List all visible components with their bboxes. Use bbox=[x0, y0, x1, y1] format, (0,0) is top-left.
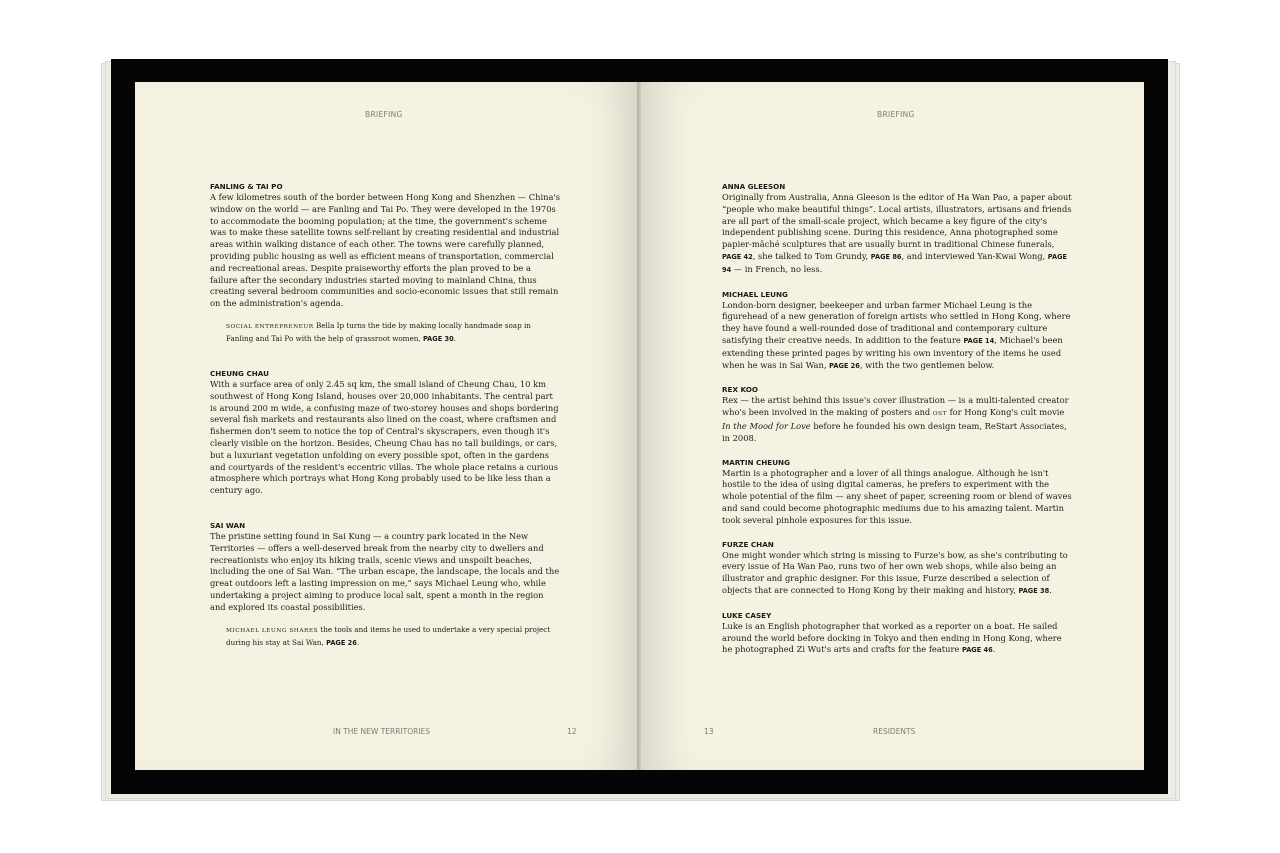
section-rex-koo bbox=[722, 385, 1072, 444]
section-body: With a surface area of only 2.45 sq km, the small island of Cheung Chau, 10 km southwest of Hong Kong Island, houses over 20,000 inhabitants. The central part is around 200 m wide, a confusing maze of two-storey houses and shops bordering several fish markets and restaurants also lined on the coast, where craftsmen and fishermen don't seem to notice the top of Central's skyscrapers, even though it's clearly visible on the horizon. Besides, Cheung Chau has no tall buildings, or cars, but a luxuriant vegetation unfolding on every possible spot, often in the gardens and courtyards of the resident's eccentric villas. The whole place retains a curious atmosphere which portrays what Hong Kong probably used to be like less than a century ago. bbox=[210, 378, 559, 496]
section-heading: ANNA GLEESON bbox=[722, 182, 786, 191]
section-body bbox=[722, 621, 1072, 657]
right-page bbox=[640, 82, 1144, 770]
section-anna-gleeson bbox=[722, 182, 1072, 277]
note-text: the tools and items he used to undertake a very special project during his stay at Sai Wan, bbox=[226, 624, 551, 647]
movie-title: In the Mood for Love bbox=[722, 420, 811, 431]
section-body bbox=[722, 395, 1072, 444]
body-text: One might wonder which string is missing to Furze's bow, as she's contributing to every issue of Ha Wan Pao, runs two of her own web shops, while also being an illustrator and graphic designer. For this issue, Furze described a selection of objects that are connected to Hong Kong by their making and history, bbox=[722, 549, 1068, 595]
note-lead: MICHAEL LEUNG SHARES bbox=[226, 627, 319, 634]
section-martin-cheung bbox=[722, 458, 1072, 527]
section-fanling-tai-po bbox=[210, 182, 560, 345]
note-text: Bella Ip turns the tide by making locally handmade soap in Fanling and Tai Po with the help of grassroot women, bbox=[226, 320, 531, 343]
note-lead: SOCIAL ENTREPRENEUR bbox=[226, 323, 314, 330]
section-furze-chan bbox=[722, 540, 1072, 598]
section-body bbox=[722, 468, 1072, 527]
body-text: Luke is an English photographer that worked as a reporter on a boat. He sailed around the world before docking in Tokyo and then ending in Hong Kong, where he photographed Zi Wut's arts and crafts for the feature bbox=[722, 620, 1062, 655]
note-end: . bbox=[453, 333, 456, 343]
page-reference: PAGE 14 bbox=[963, 336, 995, 345]
section-heading: MICHAEL LEUNG bbox=[722, 289, 788, 299]
body-text: London-born designer, beekeeper and urban farmer Michael Leung is the figurehead of a new generation of foreign artists who settled in Hong Kong, where they have found a well-rounded dose of traditional and contemporary culture satisfying their creative needs. In addition to the feature bbox=[722, 299, 1071, 345]
left-running-head: BRIEFING bbox=[365, 110, 403, 119]
book-spine-gutter bbox=[637, 82, 641, 770]
section-heading: MARTIN CHEUNG bbox=[722, 457, 790, 467]
section-heading: FANLING & TAI PO bbox=[210, 182, 283, 191]
body-text: , she talked to Tom Grundy, bbox=[752, 250, 871, 261]
right-page-number: 13 bbox=[704, 727, 714, 736]
section-heading: REX KOO bbox=[722, 385, 758, 395]
page-reference: PAGE 42 bbox=[722, 252, 753, 261]
cross-reference-note bbox=[226, 320, 560, 345]
body-text: for Hong Kong's cult movie bbox=[946, 407, 1065, 418]
note-end: . bbox=[356, 637, 360, 647]
section-luke-casey bbox=[722, 611, 1072, 657]
section-body bbox=[722, 192, 1072, 277]
section-body: A few kilometres south of the border between Hong Kong and Shenzhen — China's window on the world — are Fanling and Tai Po. They were developed in the 1970s to accommodate the booming population; at the time, the government's scheme was to make these satellite towns self-reliant by creating residential and industrial areas within walking distance of each other. The towns were carefully planned, providing public housing as well as efficient means of transportation, commercial and recreational areas. Despite praiseworthy efforts the plan proved to be a failure after the secondary industries started moving to mainland China, thus creating several bedroom communities and socio-economic issues that still remain on the administration's agenda. bbox=[210, 192, 560, 309]
section-body: The pristine setting found in Sai Kung — a country park located in the New Territories — offers a well-deserved break from the nearby city to dwellers and recreationists who enjoy its hiking trails, scenic views and unspoilt beaches, including the one of Sai Wan. “The urban escape, the landscape, the locals and the great outdoors left a lasting impression on me,” says Michael Leung who, while undertaking a project aiming to produce local salt, spent a month in the region and explored its coastal possibilities. bbox=[210, 530, 560, 612]
body-text: . bbox=[992, 644, 996, 655]
left-page-number: 12 bbox=[567, 727, 577, 736]
page-reference: PAGE 94 bbox=[722, 252, 1068, 274]
body-text: , and interviewed Yan-Kwai Wong, bbox=[901, 250, 1048, 261]
page-reference: PAGE 86 bbox=[870, 252, 902, 261]
body-text: — in French, no less. bbox=[731, 263, 823, 274]
body-text: . bbox=[1049, 584, 1052, 595]
section-body bbox=[722, 550, 1072, 598]
page-reference: PAGE 38 bbox=[1018, 586, 1050, 595]
section-heading: SAI WAN bbox=[210, 520, 246, 530]
page-reference: PAGE 26 bbox=[326, 638, 357, 647]
body-text: , with the two gentlemen below. bbox=[859, 359, 995, 370]
section-body bbox=[722, 300, 1072, 373]
body-text: before he founded his own design team, ReStart Associates, in 2008. bbox=[722, 420, 1067, 443]
right-column bbox=[722, 182, 1072, 670]
page-reference: PAGE 46 bbox=[961, 646, 993, 655]
body-text: , Michael's been extending these printed pages by writing his own inventory of the items he used when he was in Sai Wan, bbox=[722, 334, 1063, 370]
section-michael-leung bbox=[722, 290, 1072, 373]
body-text: Originally from Australia, Anna Gleeson is the editor of Ha Wan Pao, a paper about “people who make beautiful things”. Local artists, illustrators, artisans and friends are all part of the small-scale project, which became a key figure of the city's independent publishing scene. During this residence, Anna photographed some papier-mâché sculptures that are usually burnt in traditional Chinese funerals, bbox=[722, 192, 1072, 250]
page-reference: PAGE 26 bbox=[829, 361, 860, 370]
left-page bbox=[135, 82, 640, 770]
section-heading: CHEUNG CHAU bbox=[210, 368, 269, 378]
section-sai-wan bbox=[210, 521, 560, 649]
section-heading: LUKE CASEY bbox=[722, 610, 772, 620]
section-cheung-chau bbox=[210, 369, 560, 497]
cross-reference-note bbox=[226, 624, 560, 649]
section-heading: FURZE CHAN bbox=[722, 539, 774, 549]
right-running-head: BRIEFING bbox=[877, 110, 915, 119]
left-column bbox=[210, 182, 560, 673]
small-caps-text: OST bbox=[932, 411, 947, 418]
page-reference: PAGE 30 bbox=[422, 334, 454, 343]
left-footer-title: IN THE NEW TERRITORIES bbox=[333, 727, 431, 736]
right-footer-title: RESIDENTS bbox=[873, 727, 916, 736]
body-text: Rex — the artist behind this issue's cover illustration — is a multi-talented creator who's been involved in the making of posters and bbox=[722, 395, 1069, 418]
body-text: Martin is a photographer and a lover of all things analogue. Although he isn't hostile to the idea of using digital cameras, he prefers to experiment with the whole potential of the film — any sheet of paper, screening room or blend of waves and sand could become photographic mediums due to his amazing talent. Martin took several pinhole exposures for this issue. bbox=[722, 467, 1072, 525]
